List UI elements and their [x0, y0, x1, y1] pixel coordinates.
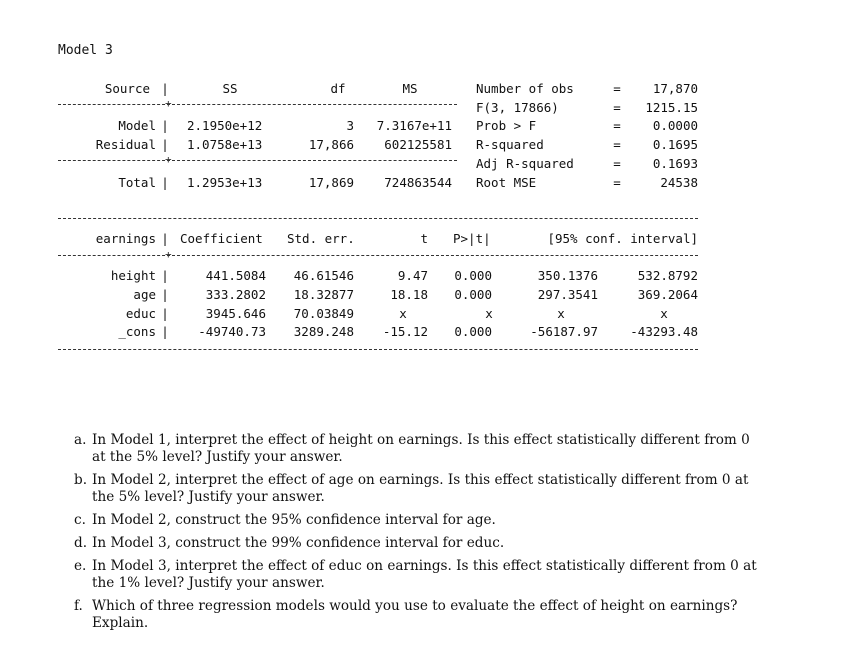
coef-header-ci: [95% conf. interval] — [547, 231, 698, 246]
anova-row-df: 17,866 — [308, 137, 354, 152]
stat-value: 17,870 — [652, 81, 698, 96]
question-label: d. — [74, 535, 88, 551]
stat-value: 0.1693 — [652, 156, 698, 171]
anova-header-source: Source — [104, 81, 150, 96]
coef-row-coef: 333.2802 — [205, 287, 266, 302]
coef-row-p: 0.000 — [454, 268, 492, 283]
coef-divider — [172, 255, 698, 256]
anova-divider — [58, 104, 170, 105]
coef-bottom-rule — [58, 349, 698, 350]
question-label: e. — [74, 558, 87, 574]
anova-row-df: 3 — [346, 118, 354, 133]
coef-row-hi: 532.8792 — [637, 268, 698, 283]
coef-row-t: -15.12 — [382, 324, 428, 339]
anova-row-df: 17,869 — [308, 175, 354, 190]
question-item — [74, 432, 764, 466]
coef-row-se: 3289.248 — [293, 324, 354, 339]
coef-row-lo: x — [557, 306, 565, 321]
coef-row-sep: | — [161, 287, 169, 302]
coef-header-se: Std. err. — [287, 231, 355, 246]
question-item — [74, 512, 764, 529]
coef-header-t: t — [420, 231, 428, 246]
question-text: In Model 2, interpret the effect of age on earnings. Is this effect statistically different from 0 at the 5% level? Justify your answer. — [92, 472, 749, 505]
stat-eq: = — [613, 175, 621, 190]
coef-row-t: 9.47 — [397, 268, 428, 283]
anova-row-source: Total — [118, 175, 156, 190]
question-label: f. — [74, 598, 83, 614]
question-item — [74, 558, 764, 592]
coef-row-sep: | — [161, 324, 169, 339]
coef-header-p: P>|t| — [453, 231, 491, 246]
anova-row-ms: 7.3167e+11 — [376, 118, 452, 133]
coef-row-coef: 441.5084 — [205, 268, 266, 283]
stat-eq: = — [613, 118, 621, 133]
coef-row-se: 18.32877 — [293, 287, 354, 302]
coef-header-coef: Coefficient — [180, 231, 263, 246]
coef-row-lo: 350.1376 — [537, 268, 598, 283]
stat-value: 24538 — [660, 175, 698, 190]
anova-row-ms: 724863544 — [384, 175, 452, 190]
anova-row-ss: 1.0758e+13 — [187, 137, 263, 152]
coef-row-lo: -56187.97 — [530, 324, 598, 339]
stat-label: Adj R-squared — [476, 156, 574, 171]
coef-divider-cross: + — [165, 248, 172, 261]
coef-row-coef: -49740.73 — [198, 324, 266, 339]
stat-value: 0.1695 — [652, 137, 698, 152]
stat-eq: = — [613, 100, 621, 115]
stat-label: Prob > F — [476, 118, 537, 133]
coef-row-sep: | — [161, 306, 169, 321]
question-label: b. — [74, 472, 88, 488]
coef-divider — [58, 255, 170, 256]
model-title: Model 3 — [58, 43, 113, 58]
anova-divider-cross: + — [165, 153, 172, 166]
anova-row-ms: 602125581 — [384, 137, 452, 152]
stat-eq: = — [613, 137, 621, 152]
stat-label: Number of obs — [476, 81, 574, 96]
question-text: In Model 1, interpret the effect of height on earnings. Is this effect statistically different from 0 at the 5% level? Justify your answer. — [92, 432, 750, 465]
coef-row-se: 46.61546 — [293, 268, 354, 283]
coef-row-var: _cons — [118, 324, 156, 339]
question-text: Which of three regression models would you use to evaluate the effect of height on earnings? Explain. — [92, 598, 738, 631]
coef-row-t: 18.18 — [390, 287, 428, 302]
anova-divider — [172, 104, 457, 105]
question-item — [74, 598, 764, 632]
anova-row-ss: 2.1950e+12 — [187, 118, 263, 133]
coef-header-sep: | — [161, 231, 169, 246]
anova-row-sep: | — [161, 175, 169, 190]
anova-row-source: Residual — [95, 137, 156, 152]
stat-eq: = — [613, 156, 621, 171]
question-text: In Model 3, construct the 99% confidence interval for educ. — [92, 535, 505, 551]
question-item — [74, 535, 764, 552]
coef-row-hi: x — [660, 306, 668, 321]
stat-label: R-squared — [476, 137, 544, 152]
anova-header-ss: SS — [222, 81, 238, 96]
coef-row-hi: 369.2064 — [637, 287, 698, 302]
coef-row-sep: | — [161, 268, 169, 283]
stat-value: 1215.15 — [645, 100, 698, 115]
coef-row-t: x — [399, 306, 407, 321]
stat-label: Root MSE — [476, 175, 537, 190]
coef-row-var: age — [133, 287, 156, 302]
stat-value: 0.0000 — [652, 118, 698, 133]
question-text: In Model 2, construct the 95% confidence interval for age. — [92, 512, 496, 528]
coef-row-var: educ — [125, 306, 156, 321]
anova-row-ss: 1.2953e+13 — [187, 175, 263, 190]
coef-row-var: height — [110, 268, 156, 283]
coef-row-se: 70.03849 — [293, 306, 354, 321]
stat-label: F(3, 17866) — [476, 100, 559, 115]
coef-row-lo: 297.3541 — [537, 287, 598, 302]
anova-divider — [58, 160, 170, 161]
question-label: c. — [74, 512, 86, 528]
anova-divider-cross: + — [165, 97, 172, 110]
anova-row-sep: | — [161, 118, 169, 133]
anova-header-sep: | — [161, 81, 169, 96]
question-item — [74, 472, 764, 506]
anova-row-source: Model — [118, 118, 156, 133]
question-label: a. — [74, 432, 87, 448]
anova-header-df: df — [330, 81, 346, 96]
coef-top-rule — [58, 218, 698, 219]
coef-row-coef: 3945.646 — [205, 306, 266, 321]
coef-row-p: x — [485, 306, 493, 321]
coef-row-hi: -43293.48 — [630, 324, 698, 339]
coef-header-var: earnings — [95, 231, 156, 246]
question-text: In Model 3, interpret the effect of educ on earnings. Is this effect statistically different from 0 at the 1% level? Justify your answer. — [92, 558, 757, 591]
anova-divider — [172, 160, 457, 161]
coef-row-p: 0.000 — [454, 324, 492, 339]
coef-row-p: 0.000 — [454, 287, 492, 302]
anova-header-ms: MS — [402, 81, 418, 96]
stat-eq: = — [613, 81, 621, 96]
anova-row-sep: | — [161, 137, 169, 152]
question-list — [74, 432, 764, 638]
